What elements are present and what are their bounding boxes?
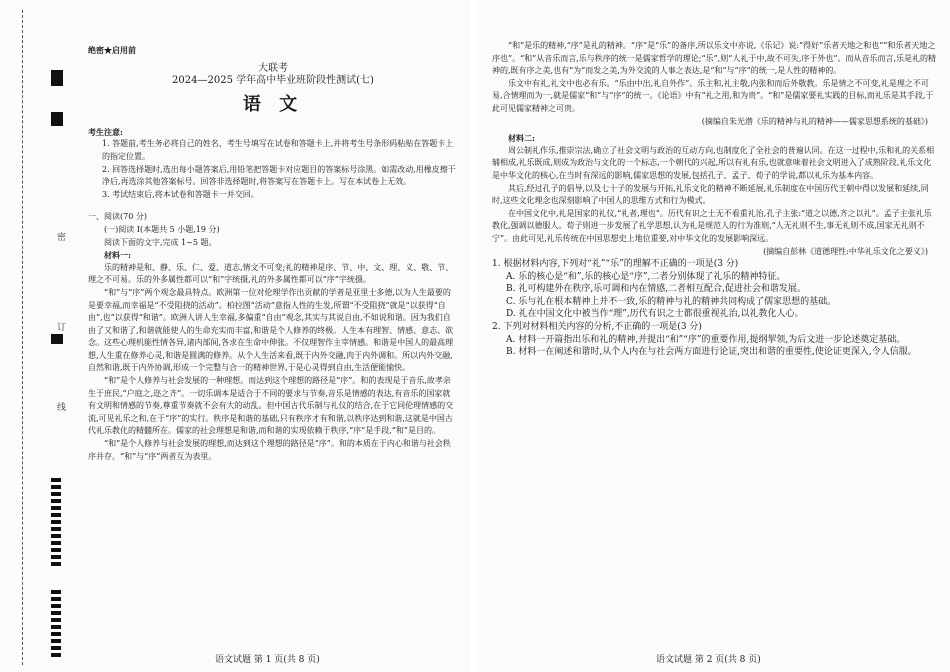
source-citation: (摘编自彭林《道德理性:中华礼乐文化之要义》) <box>763 246 928 256</box>
binding-stripe <box>51 590 61 660</box>
note-item: 3. 考试结束后,将本试卷和答题卡一并交回。 <box>102 189 259 199</box>
secret-mark: 绝密★启用前 <box>88 45 136 55</box>
material-label: 材料一: <box>104 250 131 261</box>
paragraph: 乐的精神是和、静、乐、仁、爱、道志,情文不可变;礼的精神是序、节、中、文、理、义、敬、节、理之不可易。乐的外多属性都可以“和”字统摄,礼的外多属性都可以“序”字统摄。 <box>88 262 454 285</box>
question-option: B. 材料一在阐述和谐时,从个人内在与社会两方面进行论证,突出和谐的重要性,使论证更深入,令人信服。 <box>506 347 917 358</box>
binding-stripe <box>51 334 63 344</box>
binding-margin <box>14 10 54 665</box>
page-footer: 语文试题 第 1 页(共 8 页) <box>215 655 320 665</box>
question-option: C. 乐与礼在根本精神上并不一致,乐的精神与礼的精神共同构成了儒家思想的基础。 <box>506 296 837 307</box>
subsection-heading: (一)阅读 I(本题共 5 小题,19 分) <box>104 224 220 234</box>
question-option: A. 乐的核心是“和”,乐的核心是“序”,二者分别体现了礼乐的精神特征。 <box>506 271 786 282</box>
page2-content <box>492 40 938 359</box>
note-item: 1. 答题前,考生务必将自己的姓名、考生号填写在试卷和答题卡上,并将考生号条形码粘贴在答题卡上的指定位置。 <box>102 139 454 161</box>
exam-brand: 大联考 <box>258 62 288 74</box>
page-footer: 语文试题 第 2 页(共 8 页) <box>656 655 761 665</box>
question-option: A. 材料一开篇指出乐和礼的精神,并提出“和”“序”的重要作用,提纲挈领,为后文进一步论述奠定基础。 <box>506 334 906 345</box>
binding-stripe <box>51 70 63 86</box>
paragraph: “和”是个人修养与社会发展的理想,而达到这个理想的路径是“序”。和的本质在于内心和谐与社会秩序并存。“和”与“序”两者互为表里。 <box>88 439 451 461</box>
note-item: 2. 回答选择题时,选出每小题答案后,用铅笔把答题卡对应题目的答案标号涂黑。如需改动,用橡皮擦干净后,再选涂其他答案标号。回答非选择题时,将答案写在答题卡上。写在本试卷上无效。 <box>102 164 456 187</box>
page1-content <box>88 44 458 463</box>
seal-char: 线 <box>57 403 67 413</box>
paragraph: 乐文中有礼,礼文中也必有乐。“乐由中出,礼自外作”。乐主和,礼主敬,内张和而后外敬教。乐是情之不可变,礼是理之不可易,合情理而为一,就是儒家“和”与“序”的统一。《论语》中有“礼之用,和为贵”。“和”是儒家要礼实践的目标,而礼乐是其手段,于此可见儒家精神之可贵。 <box>492 78 934 113</box>
paragraph: “和”与“序”两个观念最具特点。欧洲第一位对伦理学作出贡献的学者是亚里士多德,以为人生最要的是要幸福,而幸福是“不受阻挠的活动”。柏拉图“活动”意指人性的生发,所谓“不受阻挠”就是“以获得“自由”,也“以获得“和谐”。欧洲人讲人生幸福,多偏重“自由”观念,其实与其说自由,不如说和谐。因为我们自由了又和谐了,和谐就能使人的生命充实而丰富,和谐是个人修养的终极。人生本有理智、情感、意志、欲念。这些心理机能性情各异,诸内部间,各求在生命中伸张。不仅理智作主宰情感。和谐是中国人的最高理想,人生重在修养心灵,和谐是圆满的修养。从个人生活来看,既于内外交融,肉于内外调和。所以内外交融,自然和谐,既于内外协调,形成一个完整与合一的精神世界,于是心灵得到自由,生活便能愉快。 <box>88 287 454 373</box>
exam-page-1 <box>0 0 470 672</box>
section-heading: 一、阅读(70 分) <box>88 212 147 222</box>
binding-stripe <box>51 478 61 568</box>
paragraph: 在中国文化中,礼是国家的礼仪,“礼者,理也”。历代有识之士无不看重礼治,孔子主张:“道之以德,齐之以礼”。孟子主张礼乐教化,强调以德服人。荀子则进一步发展了礼学思想,认为礼是规范人的行为准则,“人无礼则不生,事无礼则不成,国家无礼则不宁”。由此可见,礼乐传统在中国思想史上地位重要,对中华文化的发展影响深远。 <box>492 208 932 243</box>
binding-stripe <box>51 112 63 126</box>
subject-title: 语 文 <box>242 93 304 115</box>
source-citation: (摘编自朱光潜《乐的精神与礼的精神——儒家思想系统的基础》) <box>701 116 928 126</box>
exam-page-2 <box>476 0 950 672</box>
material-label: 材料二: <box>508 133 535 144</box>
paragraph: “和”是个人修养与社会发展的一种理想。而达到这个理想的路径是“序”。和的表现是于音乐,故孝亲生于庶民,“户庭之,迩之齐”。一切乐调本是适合于不同的要求与节奏,音乐是情感的表达,有音乐的国家就有文明和情感的节奏,尊重节奏就不会有大的动乱。但中国古代乐制与礼仪的结合,在于它同伦理情感的交流,可见礼乐之和,在于“序”的实行。秩序是和谐的基础,只有秩序才有和谐,以秩序达到和谐,这就是中国古代礼乐教化的精髓所在。儒家的社会理想是和谐,而和谐的实现依赖于秩序,“序”是手段,“和”是目的。 <box>88 376 454 436</box>
question-option: B. 礼可构建外在秩序,乐可调和内在情感,二者相互配合,促进社会和谐发展。 <box>506 284 806 295</box>
seal-char: 订 <box>57 323 67 333</box>
exam-title: 2024—2025 学年高中毕业班阶段性测试(七) <box>172 75 374 87</box>
question: 1. 根据材料内容,下列对“礼”“乐”的理解不正确的一项是(3 分) <box>492 259 739 270</box>
question-option: D. 礼在中国文化中被当作“理”,历代有识之士都很重视礼治,以礼教化人心。 <box>506 309 804 320</box>
instruction: 阅读下面的文字,完成 1~5 题。 <box>104 237 217 247</box>
paragraph: 其后,经过孔子的倡导,以及七十子的发展与开拓,礼乐文化的精神不断延展,礼乐制度在中国历代王朝中得以发展和延续,同时,这些文化理念也深刻影响了中国人的思维方式和行为模式。 <box>492 183 929 206</box>
question: 2. 下列对材料相关内容的分析,不正确的一项是(3 分) <box>492 322 702 333</box>
seal-char: 密 <box>57 233 67 243</box>
notes-heading: 考生注意: <box>88 126 123 137</box>
binding-line <box>22 10 23 665</box>
paragraph: 周公制礼作乐,推崇宗法,确立了社会文明与政治的互动方向,也制度化了全社会的普遍认同。在这一过程中,乐和礼的关系相辅相成,礼乐既成,则成为政治与文化的一个标志,一个朝代的兴起,所以有礼有乐,也就意味着社会文明进入了成熟阶段,礼乐文化是中华文化的核心,在当时有深远的影响,儒家思想的发展,包括孔子、孟子、荀子的学说,都以礼乐为基本内容。 <box>492 145 935 180</box>
paragraph: “和”是乐的精神,“序”是礼的精神。“序”是“乐”的备序,所以乐文中亦说,《乐记》说:“得好”乐者天地之和也”“和乐者天地之序也”。“和”从音乐而言,乐与秩序的统一是儒家哲学的理论;“乐”,则“人礼于中,故不可失,序于外也”。而从音乐而言,乐是礼的精神的,既有序之美,也有“为”而发之美,为外交流的人事之表达,是“和”与“序”的统一,是人性的精神的。 <box>492 41 937 76</box>
